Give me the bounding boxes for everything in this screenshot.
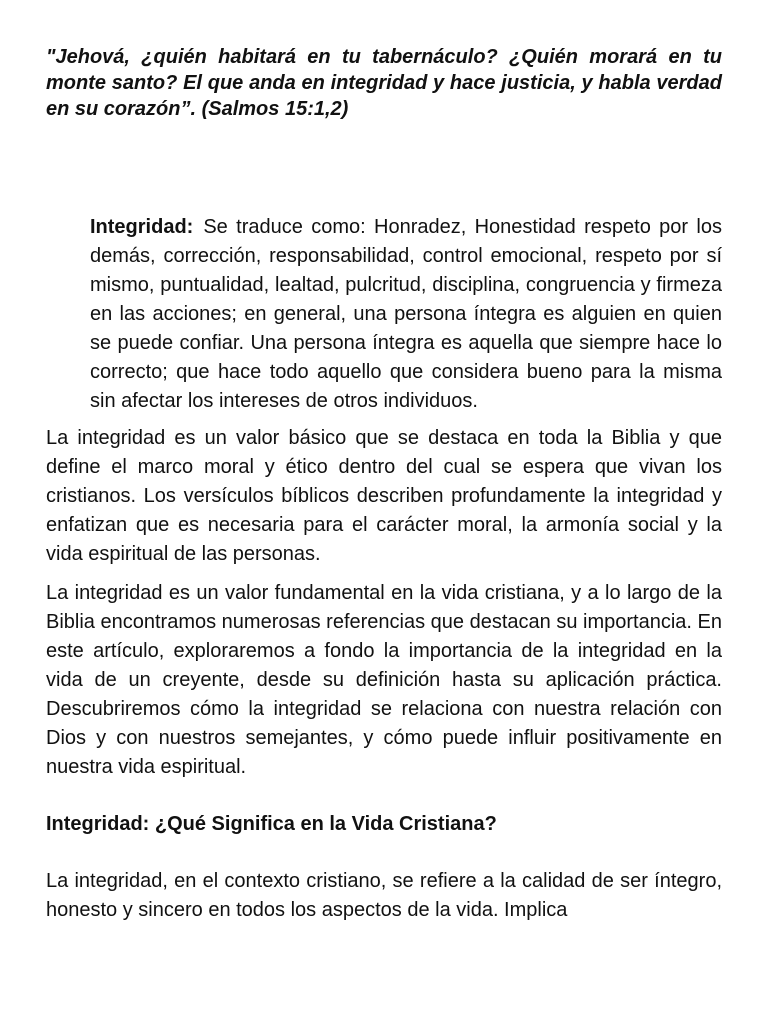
definition-term: Integridad: [90,216,194,238]
document-page [46,44,722,925]
body-paragraph-1: La integridad es un valor básico que se destaca en toda la Biblia y que define el marco moral y ético dentro del cual se espera que vivan los cristianos. Los versículos bíblicos describen profundamente la integridad y enfatizan que es necesaria para el carácter moral, la armonía social y la vida espiritual de las personas. [46,427,722,565]
bible-quote: "Jehová, ¿quién habitará en tu tabernáculo? ¿Quién morará en tu monte santo? El que anda en integridad y hace justicia, y habla verdad en su corazón”. (Salmos 15:1,2) [46,46,722,120]
definition-text: Se traduce como: Honradez, Honestidad respeto por los demás, corrección, responsabilidad, control emocional, respeto por sí mismo, puntualidad, lealtad, pulcritud, disciplina, congruencia y firmeza en las acciones; en general, una persona íntegra es alguien en quien se puede confiar. Una persona íntegra es aquella que siempre hace lo correcto; que hace todo aquello que considera bueno para la misma sin afectar los intereses de otros individuos. [90,216,722,412]
definition-block [90,213,722,416]
section-paragraph: La integridad, en el contexto cristiano, se refiere a la calidad de ser íntegro, honesto y sincero en todos los aspectos de la vida. Implica [46,870,722,921]
body-paragraph-2: La integridad es un valor fundamental en la vida cristiana, y a lo largo de la Biblia encontramos numerosas referencias que destacan su importancia. En este artículo, exploraremos a fondo la importancia de la integridad en la vida de un creyente, desde su definición hasta su aplicación práctica. Descubriremos cómo la integridad se relaciona con nuestra relación con Dios y con nuestros semejantes, y cómo puede influir positivamente en nuestra vida espiritual. [46,582,722,778]
section-heading: Integridad: ¿Qué Significa en la Vida Cristiana? [46,813,497,835]
